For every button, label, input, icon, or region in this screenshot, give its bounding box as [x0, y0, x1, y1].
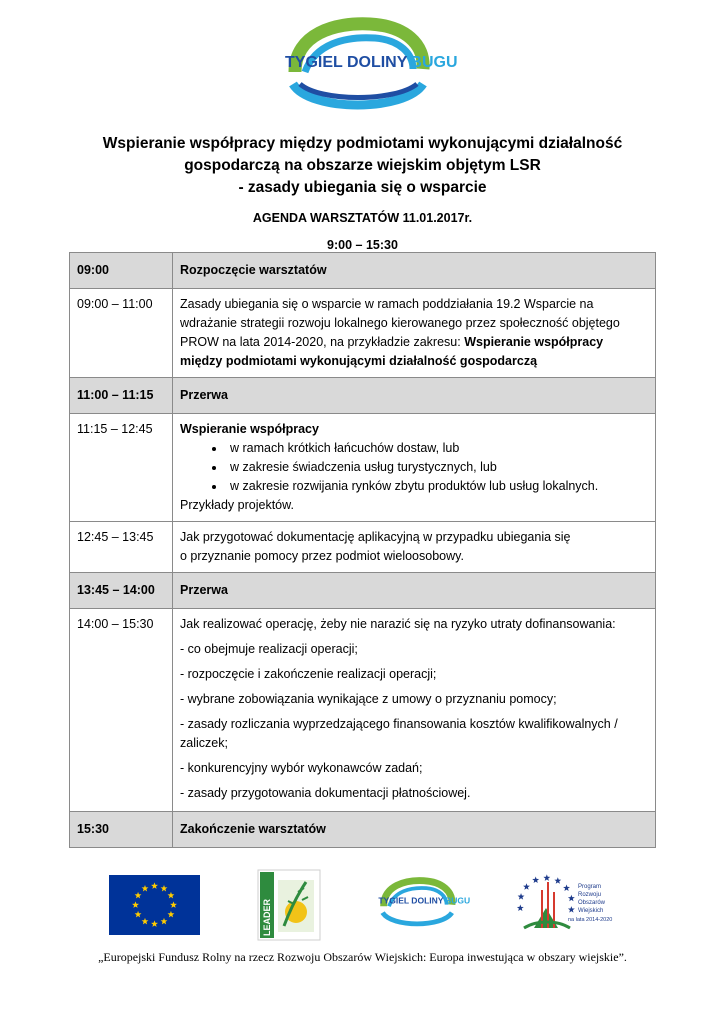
- footer-logos: [0, 868, 725, 948]
- title-line-3: - zasady ubiegania się o wsparcie: [238, 179, 487, 196]
- row-footer: Przykłady projektów.: [180, 498, 294, 512]
- table-row: [70, 609, 656, 812]
- row-heading: Wspieranie współpracy: [180, 422, 319, 436]
- row-time: 14:00 – 15:30: [70, 609, 173, 812]
- row-text: Zakończenie warsztatów: [173, 812, 656, 848]
- document-header: [60, 133, 665, 254]
- star-icon: [518, 893, 525, 900]
- leader-logo: [258, 870, 320, 940]
- row-time: 12:45 – 13:45: [70, 522, 173, 573]
- prow-text-3: Obszarów: [578, 900, 606, 906]
- bullet-list: [180, 439, 648, 496]
- agenda-hours: 9:00 – 15:30: [327, 238, 398, 252]
- table-row: [70, 573, 656, 609]
- row-text: Rozpoczęcie warsztatów: [173, 253, 656, 289]
- row-time: 09:00: [70, 253, 173, 289]
- row-time: 09:00 – 11:00: [70, 289, 173, 378]
- list-item: - zasady rozliczania wyprzedzającego finansowania kosztów kwalifikowalnych / zaliczek;: [180, 717, 618, 750]
- row-text: Przerwa: [173, 378, 656, 414]
- agenda-title: AGENDA WARSZTATÓW 11.01.2017r.: [252, 211, 473, 225]
- row-line: Jak przygotować dokumentację aplikacyjną w przypadku ubiegania się: [180, 530, 571, 544]
- row-line: o przyznanie pomocy przez podmiot wieloosobowy.: [180, 549, 464, 563]
- table-row: [70, 378, 656, 414]
- list-item: - rozpoczęcie i zakończenie realizacji operacji;: [180, 667, 437, 681]
- prow-text-1: Program: [578, 884, 602, 890]
- star-icon: [523, 883, 530, 890]
- star-icon: [517, 904, 524, 911]
- prow-text-2: Rozwoju: [578, 892, 602, 898]
- eu-flag-logo: [109, 875, 200, 935]
- title-line-2: gospodarczą na obszarze wiejskim objętym LSR: [184, 157, 541, 174]
- star-icon: [532, 877, 539, 884]
- tygiel-doliny-bugu-logo: [275, 14, 458, 114]
- list-item: • w zakresie świadczenia usług turystycznych, lub: [226, 458, 648, 477]
- prow-text-4: Wiejskich: [578, 908, 604, 914]
- list-item: • w ramach krótkich łańcuchów dostaw, lub: [226, 439, 648, 458]
- row-text: [173, 289, 656, 378]
- row-time: 13:45 – 14:00: [70, 573, 173, 609]
- table-row: [70, 253, 656, 289]
- tygiel-doliny-bugu-small-logo: [373, 872, 471, 932]
- star-icon: [554, 877, 561, 884]
- star-icon: [568, 906, 575, 913]
- star-icon: [543, 874, 550, 881]
- row-text: [173, 522, 656, 573]
- title-line-1: Wspieranie współpracy między podmiotami wykonującymi działalność: [102, 135, 623, 152]
- small-logo-text: TYGIEL DOLINY BUGU: [378, 895, 471, 906]
- star-icon: [568, 895, 575, 902]
- table-row: [70, 522, 656, 573]
- table-row: [70, 812, 656, 848]
- list-item: Jak realizować operację, żeby nie narazić się na ryzyko utraty dofinansowania:: [180, 617, 616, 631]
- list-item: - co obejmuje realizacji operacji;: [180, 642, 358, 656]
- row-time: 11:00 – 11:15: [70, 378, 173, 414]
- row-text: Przerwa: [173, 573, 656, 609]
- agenda-table: [69, 252, 656, 848]
- row-text: [173, 609, 656, 812]
- footer-caption: „Europejski Fundusz Rolny na rzecz Rozwoju Obszarów Wiejskich: Europa inwestująca w obszary wiejskie”.: [98, 950, 627, 964]
- leader-text: LEADER: [262, 898, 272, 936]
- prow-logo: [512, 868, 620, 934]
- prow-text-5: na lata 2014-2020: [568, 917, 613, 923]
- list-item: • w zakresie rozwijania rynków zbytu produktów lub usług lokalnych.: [226, 477, 648, 496]
- row-time: 15:30: [70, 812, 173, 848]
- list-item: - wybrane zobowiązania wynikające z umowy o przyznaniu pomocy;: [180, 692, 557, 706]
- table-row: [70, 414, 656, 522]
- row-text-bold: Wspieranie współpracy między podmiotami wykonującymi działalność gospodarczą: [180, 335, 604, 368]
- list-item: - konkurencyjny wybór wykonawców zadań;: [180, 761, 423, 775]
- row-text: [173, 414, 656, 522]
- row-time: 11:15 – 12:45: [70, 414, 173, 522]
- list-item: - zasady przygotowania dokumentacji płatnościowej.: [180, 786, 471, 800]
- row-text-plain: Zasady ubiegania się o wsparcie w ramach poddziałania 19.2 Wsparcie na wdrażanie strategii rozwoju lokalnego kierowanego przez społeczność objętego PROW na lata 2014-2020, na przykładzie zakresu:: [180, 297, 620, 349]
- logo-text: TYGIEL DOLINY BUGU: [285, 54, 458, 71]
- table-row: [70, 289, 656, 378]
- star-icon: [563, 884, 570, 891]
